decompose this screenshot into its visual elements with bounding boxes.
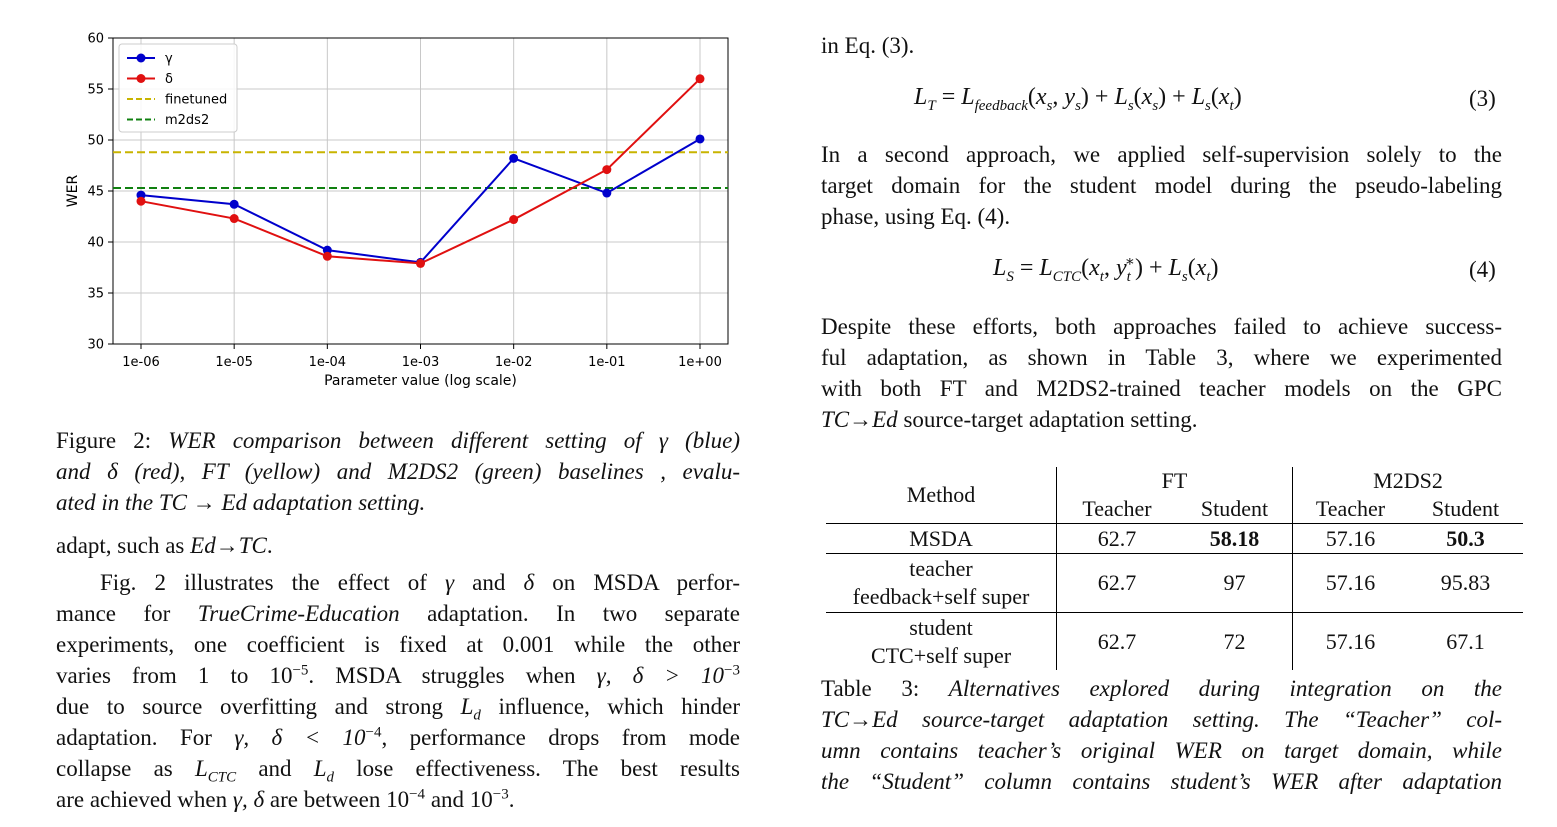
text: γ, δ > 10: [596, 663, 725, 688]
right-paragraph-3: [821, 311, 1502, 435]
cell: 58.18: [1177, 524, 1293, 554]
right-paragraph-2: [821, 139, 1502, 232]
text: the “Student” column contains student’s WER after adaptation: [821, 769, 1502, 794]
y-tick-label: 35: [87, 286, 104, 302]
data-point: [137, 197, 146, 206]
y-tick-label: 40: [87, 235, 104, 251]
y-axis-label: WER: [65, 174, 81, 208]
text: Ed→TC: [190, 533, 267, 558]
equation-3: $L_T = L_{feedback}(x_s$, $y_s) + L_s(x_s) + L_s(x_t)$: [914, 84, 1242, 114]
legend-marker: [137, 74, 146, 83]
cell: 57.16: [1325, 628, 1376, 654]
text: experiments, one coefficient is fixed at 0.001 while the other: [56, 632, 740, 657]
row-method-l1: teacher: [909, 556, 973, 581]
results-table: [826, 467, 1523, 670]
cell: 57.16: [1325, 525, 1376, 551]
figure-caption: [56, 425, 740, 518]
text: with both FT and M2DS2-trained teacher models on the GPC: [821, 376, 1502, 401]
cell: 62.7: [1097, 570, 1137, 595]
x-tick-label: 1e+00: [678, 355, 722, 370]
figure-caption-text: ated in the TC → Ed adaptation setting.: [56, 490, 426, 515]
text: TrueCrime-Education: [197, 601, 400, 626]
figure-caption-text: WER comparison between different setting of: [168, 428, 659, 453]
header-m2ds2: M2DS2: [1373, 468, 1443, 493]
text: and: [236, 756, 314, 781]
adapt-line: [56, 530, 740, 561]
legend-marker: [137, 54, 146, 63]
data-point: [602, 165, 611, 174]
wer-chart: [56, 28, 740, 393]
data-point: [509, 154, 518, 163]
equation-3-number: (3): [1469, 86, 1496, 111]
text: d: [473, 707, 481, 724]
data-point: [509, 215, 518, 224]
header-ft: FT: [1057, 467, 1293, 495]
table-row: [826, 554, 1523, 613]
text: influence, which hinder: [480, 694, 741, 719]
y-tick-label: 55: [87, 82, 104, 98]
table-row: [826, 613, 1523, 671]
data-point: [696, 134, 705, 143]
text: are between 10: [264, 787, 410, 812]
text: L: [313, 756, 327, 781]
equation-4-number: (4): [1469, 257, 1496, 282]
figure-caption-text: (blue): [667, 428, 740, 453]
figure-caption-text: and: [56, 459, 108, 484]
wer-line-chart: [56, 28, 740, 393]
text: in Eq. (3).: [821, 33, 915, 58]
x-tick-label: 1e-04: [308, 355, 347, 370]
text: L: [194, 756, 208, 781]
data-point: [696, 74, 705, 83]
y-tick-label: 60: [87, 31, 104, 47]
data-point: [230, 200, 239, 209]
cell: 62.7: [1097, 525, 1137, 551]
header-student: Student: [1431, 496, 1500, 521]
cell: 50.3: [1446, 525, 1485, 551]
header-method: Method: [826, 467, 1057, 524]
x-tick-label: 1e-05: [215, 355, 253, 370]
x-tick-label: 1e-06: [122, 355, 160, 370]
left-paragraph: Fig. 2 illustrates the effect of γ and δ on MSDA perfor- mance for TrueCrime-Education adaptation. In two separate experiments, one coefficient is fixed at 0.001 while the other varies from 1 to $10^{-5}$. MSDA struggles when γ, $\delta > 10^{-3}$ due to source overfitting and strong $L_d$ influence, which hinder adaptation. For γ, $\delta < 10^{-4}$, performance drops from mode collapse as $L_{CTC}$ and $L_d$ lose effectiveness. The best results are achieved when γ, δ are between $10^{-4}$ and $10^{-3}$.: [56, 570, 741, 812]
text: source-target adaptation setting.: [897, 407, 1198, 432]
row-method-l2: CTC+self super: [870, 643, 1012, 668]
text: target domain for the student model during the pseudo-labeling: [821, 173, 1502, 198]
text: −3: [724, 662, 740, 679]
data-point: [230, 214, 239, 223]
text: L: [460, 694, 474, 719]
text: ful adaptation, as shown in Table 3, where we experimented: [821, 345, 1502, 370]
legend-label: γ: [165, 51, 173, 67]
text: TC→Ed source-target adaptation setting. The “Teacher” col-: [821, 707, 1502, 732]
row-method: MSDA: [826, 524, 1057, 554]
text: adapt, such as: [56, 533, 191, 558]
text: TC→Ed: [821, 407, 898, 432]
y-tick-label: 50: [87, 133, 104, 149]
row-method-l1: student: [909, 615, 973, 640]
cell: 57.16: [1325, 570, 1376, 595]
y-tick-label: 30: [87, 337, 104, 353]
legend-label: m2ds2: [165, 113, 210, 128]
text: on MSDA perfor-: [534, 570, 740, 595]
text: Alternatives explored during integration on the: [948, 676, 1502, 701]
x-tick-label: 1e-02: [494, 355, 533, 370]
row-method: [826, 613, 1057, 671]
text: collapse as: [56, 756, 195, 781]
data-point: [602, 189, 611, 198]
text: adaptation. For: [56, 725, 235, 750]
text: are achieved when: [56, 787, 233, 812]
cell: 62.7: [1097, 628, 1137, 654]
equation-4: $L_S = L_{CTC}(x_t$, $y_t^∗) + L_s(x_t)$: [993, 254, 1219, 285]
text: phase, using Eq. (4).: [821, 204, 1011, 229]
text: γ, δ < 10: [234, 725, 366, 750]
cell: 95.83: [1440, 570, 1491, 595]
text: .: [508, 787, 515, 812]
table-label: Table 3:: [821, 676, 949, 701]
x-axis-label: Parameter value (log scale): [324, 373, 517, 389]
text: −4: [409, 786, 426, 803]
table-row: [826, 524, 1523, 554]
table-caption: [821, 673, 1502, 797]
text: lose effectiveness. The best results: [334, 756, 740, 781]
text: −5: [292, 662, 309, 679]
x-tick-label: 1e-03: [401, 355, 440, 370]
data-point: [323, 252, 332, 261]
text: adaptation. In two separate: [399, 601, 740, 626]
text: . MSDA struggles when: [308, 663, 597, 688]
header-teacher: Teacher: [1315, 496, 1386, 521]
text: In a second approach, we applied self-supervision solely to the: [821, 142, 1502, 167]
text: and 10: [425, 787, 493, 812]
row-method-l2: feedback+self super: [852, 584, 1030, 609]
cell: 67.1: [1446, 628, 1485, 654]
figure-caption-text: (red), FT (yellow) and M2DS2 (green) baselines , evalu-: [117, 459, 741, 484]
text: mance for: [56, 601, 198, 626]
text: due to source overfitting and strong: [56, 694, 461, 719]
figure-label: Figure 2:: [56, 428, 169, 453]
legend-label: finetuned: [165, 92, 228, 108]
header-teacher: Teacher: [1082, 496, 1152, 521]
text: −4: [365, 724, 382, 741]
text: varies from 1 to 10: [56, 663, 293, 688]
text: CTC: [207, 769, 237, 786]
figure-caption-delta: δ: [107, 459, 118, 484]
figure-caption-gamma: γ: [658, 428, 668, 453]
text: d: [326, 769, 335, 786]
cell: 97: [1177, 554, 1293, 613]
text: and: [454, 570, 524, 595]
text: Fig. 2 illustrates the effect of: [100, 570, 446, 595]
text: γ, δ: [232, 787, 265, 812]
text: .: [266, 533, 273, 558]
data-point: [416, 259, 425, 268]
x-tick-label: 1e-01: [588, 355, 626, 370]
header-student: Student: [1177, 495, 1293, 524]
y-tick-label: 45: [87, 184, 104, 200]
text: −3: [492, 786, 509, 803]
cell: 72: [1177, 613, 1293, 671]
text: Despite these efforts, both approaches failed to achieve success-: [821, 314, 1502, 339]
legend-label: δ: [165, 72, 173, 87]
text: umn contains teacher’s original WER on target domain, while: [821, 738, 1502, 763]
row-method: [826, 554, 1057, 613]
text: , performance drops from mode: [381, 725, 740, 750]
in-eq-line: [821, 30, 914, 61]
